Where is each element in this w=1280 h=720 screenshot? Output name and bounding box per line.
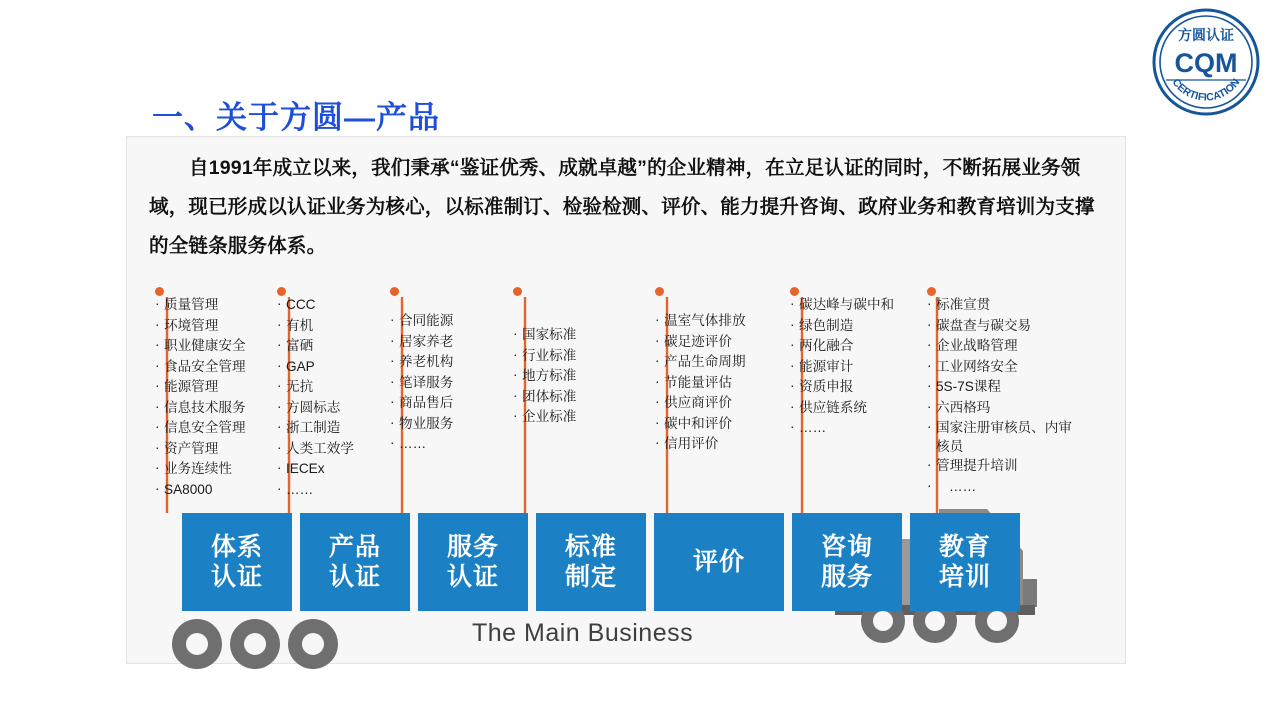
column-product-certification	[277, 287, 387, 500]
list-item: · 无抗	[277, 377, 387, 398]
list-item: · 居家养老	[390, 332, 508, 353]
category-columns	[155, 287, 1105, 517]
list-item: · 国家注册审核员、内审核员	[927, 418, 1077, 456]
column-system-certification	[155, 287, 279, 500]
list-item: · 碳中和评价	[655, 414, 783, 435]
list-item: · 物业服务	[390, 414, 508, 435]
intro-paragraph: 自1991年成立以来，我们秉承“鉴证优秀、成就卓越”的企业精神，在立足认证的同时，不断拓展业务领域，现已形成以认证业务为核心，以标准制订、检验检测、评价、能力提升咨询、政府业务和教育培训为支撑的全链条服务体系。	[149, 157, 1095, 257]
list-item: · 养老机构	[390, 352, 508, 373]
list-item: · 信息技术服务	[155, 398, 279, 419]
list-item: · 食品安全管理	[155, 357, 279, 378]
list-item: · ……	[790, 418, 930, 439]
list-item: · 企业战略管理	[927, 336, 1077, 357]
list-item: · CCC	[277, 295, 387, 316]
box-line1: 产品	[328, 533, 381, 561]
list-item: · 环境管理	[155, 316, 279, 337]
box-education-training[interactable]	[910, 513, 1020, 611]
list-item: · 信息安全管理	[155, 418, 279, 439]
box-system-certification[interactable]	[182, 513, 292, 611]
footer-caption: The Main Business	[472, 619, 694, 647]
column-evaluation	[655, 287, 783, 455]
column-consulting-service	[790, 287, 930, 439]
svg-text:CQM: CQM	[1174, 48, 1238, 78]
list-item: · 团体标准	[513, 387, 623, 408]
list-item: · 供应商评价	[655, 393, 783, 414]
box-line2: 认证	[446, 563, 499, 591]
list-item: · 合同能源	[390, 311, 508, 332]
list-item: · IECEx	[277, 459, 387, 480]
list-item: · 两化融合	[790, 336, 930, 357]
column-standard-setting	[513, 287, 623, 428]
list-item: · SA8000	[155, 480, 279, 501]
list-item: · ……	[277, 480, 387, 501]
list-item: · 能源审计	[790, 357, 930, 378]
list-item: · 企业标准	[513, 407, 623, 428]
list-item: · 5S-7S课程	[927, 377, 1077, 398]
list-item: · 标准宣贯	[927, 295, 1077, 316]
list-item: · 方圆标志	[277, 398, 387, 419]
list-item: · 产品生命周期	[655, 352, 783, 373]
column-marker-dot	[513, 287, 522, 296]
list-item: · 碳达峰与碳中和	[790, 295, 930, 316]
box-consulting-service[interactable]	[792, 513, 902, 611]
list-item: · 行业标准	[513, 346, 623, 367]
cqm-logo	[1150, 6, 1262, 118]
column-marker-dot	[655, 287, 664, 296]
list-item: · 节能量评估	[655, 373, 783, 394]
box-line1: 教育	[938, 533, 991, 561]
list-item: · 能源管理	[155, 377, 279, 398]
list-item: · 富硒	[277, 336, 387, 357]
box-line1: 评价	[692, 548, 745, 576]
box-line2: 服务	[820, 563, 873, 591]
box-line1: 体系	[210, 533, 263, 561]
list-item: · 地方标准	[513, 366, 623, 387]
list-item: · 工业网络安全	[927, 357, 1077, 378]
list-item: · ……	[927, 477, 1077, 498]
list-item: · 六西格玛	[927, 398, 1077, 419]
list-item: · 业务连续性	[155, 459, 279, 480]
list-item: · 职业健康安全	[155, 336, 279, 357]
box-product-certification[interactable]	[300, 513, 410, 611]
list-item: · 供应链系统	[790, 398, 930, 419]
business-boxes	[182, 513, 1072, 611]
list-item: · 资产管理	[155, 439, 279, 460]
box-line2: 制定	[564, 563, 617, 591]
list-item: · 笔译服务	[390, 373, 508, 394]
list-item: · 浙工制造	[277, 418, 387, 439]
list-item: · 资质申报	[790, 377, 930, 398]
list-item: · 温室气体排放	[655, 311, 783, 332]
list-item: · 碳盘查与碳交易	[927, 316, 1077, 337]
list-item: · 绿色制造	[790, 316, 930, 337]
box-line2: 认证	[328, 563, 381, 591]
box-line2: 培训	[938, 563, 991, 591]
list-item: · 碳足迹评价	[655, 332, 783, 353]
list-item: · 人类工效学	[277, 439, 387, 460]
box-line1: 标准	[564, 533, 617, 561]
column-education-training	[927, 287, 1077, 497]
column-service-certification	[390, 287, 508, 455]
column-marker-dot	[390, 287, 399, 296]
wheels-decoration	[167, 617, 367, 671]
list-item: · 商品售后	[390, 393, 508, 414]
box-line2: 认证	[210, 563, 263, 591]
box-line1: 咨询	[820, 533, 873, 561]
content-panel	[126, 136, 1126, 664]
list-item: · ……	[390, 434, 508, 455]
list-item: · 信用评价	[655, 434, 783, 455]
box-evaluation[interactable]	[654, 513, 784, 611]
list-item: · GAP	[277, 357, 387, 378]
list-item: · 国家标准	[513, 325, 623, 346]
list-item: · 有机	[277, 316, 387, 337]
svg-text:方圆认证: 方圆认证	[1178, 27, 1234, 43]
box-line1: 服务	[446, 533, 499, 561]
box-service-certification[interactable]	[418, 513, 528, 611]
page-title: 一、关于方圆—产品	[152, 100, 440, 135]
svg-text:CERTIFICATION: CERTIFICATION	[1169, 76, 1243, 104]
box-standard-setting[interactable]	[536, 513, 646, 611]
list-item: · 质量管理	[155, 295, 279, 316]
list-item: · 管理提升培训	[927, 456, 1077, 477]
